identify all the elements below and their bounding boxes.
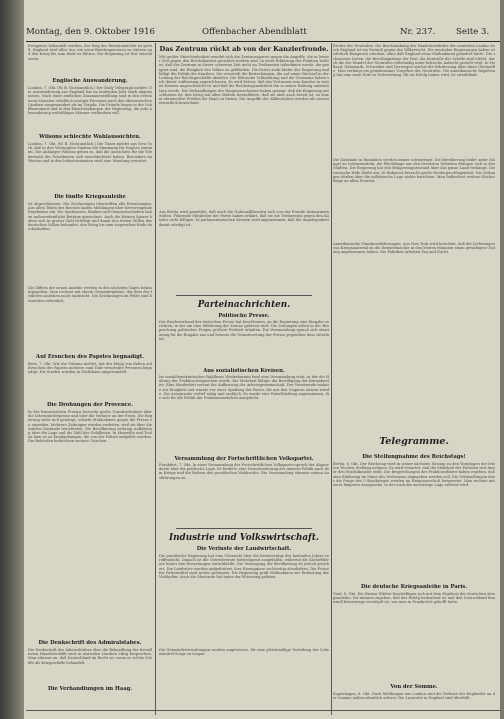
article-text: Frankfurt, 7. Okt. In einer Versammlung der Fortschrittlichen Volkspartei sprach der Abgeordnete über die politische Lage. Er forderte eine Neuorientierung der inneren Politik nach dem Kriege und die Reform des preußischen Wahlrechts. Die Versammlung stimmte seinen Ausführungen zu. <box>159 463 329 480</box>
section-divider <box>176 528 312 529</box>
headline: Die Denkschrift des Admiralstabes. <box>38 640 142 646</box>
headline: Politische Presse. <box>218 313 270 319</box>
article-text: Die Denkschrift des Admiralstabes über die Behandlung der bewaffneten Handelsschiffe wird in neutralen Ländern eifrig besprochen. Man erkennt an, daß Deutschland im Recht ist, wenn es solche Schiffe als Kriegsschiffe behandelt. <box>28 648 152 665</box>
headline: Versammlung der Fortschrittlichen Volkspartei. <box>174 456 314 462</box>
article-text: Die preußische Regierung hat eine Übersicht über die Ernteerträge des laufenden Jahres veröffentlicht. Danach ist die Getreideernte befriedigend ausgefallen, während die Kartoffelernte hinter den Erwartungen zurückbleibt. Die Versorgung der Bevölkerung ist jedoch gesichert. Die Landwirte werden aufgefordert, ihre Erzeugnisse rechtzeitig abzuliefern. Die Preise für Futtermittel sind weiter gestiegen. Die Regierung prüft Maßnahmen zur Entlastung der Viehhalter. Auch die Obsternte hat unter der Witterung gelitten. <box>159 554 329 580</box>
headline: Aus sozialistischen Kreisen. <box>203 368 285 374</box>
masthead-page: Seite 3. <box>456 27 490 37</box>
article-text: Rechte der Neutralen. Die Beschränkung des Handelsverkehrs der neutralen Länder durch England ist ein Verstoß gegen das Völkerrecht. Die neutralen Regierungen haben wiederholt Einspruch erhoben, ohne daß England seine Maßnahmen geändert hätte. Die schwarzen Listen, die Beschlagnahme der Post, die Kontrolle der Schiffe sind Mittel, durch die der Handel der Neutralen vollständig unter britische Aufsicht gestellt wird. In Holland, Dänemark, Schweden und Norwegen wächst die Erbitterung über diese Übergriffe. Man verlangt ein gemeinsames Vorgehen der Neutralen. Die amerikanische Regierung hat eine neue Note in Vorbereitung. Ob sie Erfolg haben wird, ist zweifelhaft. <box>333 44 495 78</box>
masthead-issue: Nr. 237. <box>400 27 436 37</box>
article-text: Berlin, 8. Okt. Der Reichstag wird in seiner nächsten Sitzung zu den Vorgängen der letzten Wochen Stellung nehmen. Es wird erwartet, daß die Mehrheit der Parteien sich hinter den Reichskanzler stellt. Die Besprechungen der Fraktionsführer haben ergeben, daß eine Erklärung im Sinne des Vertrauens abgegeben werden soll. Die Verhandlungen über die Frage des U-Bootkrieges werden im Hauptausschuß fortgesetzt. Man rechnet mit einer längeren Aussprache, in der auch die auswärtige Lage erörtert wird. <box>333 462 495 488</box>
article-text: Im sozialdemokratischen Wahlkreis Niederbarnim fand eine Versammlung statt, in der die Haltung der Fraktion besprochen wurde. Die Mehrheit billigte die Bewilligung der Kriegskredite. Eine Minderheit vertrat die Auffassung der Arbeitsgemeinschaft. Der Vorsitzende mahnte zur Einigkeit und warnte vor einer Spaltung der Partei, die nur den Gegnern nützen würde. Die Aussprache verlief ruhig und sachlich. Es wurde eine Entschließung angenommen, die sich für die Politik der Fraktionsmehrheit ausspricht. <box>159 375 329 401</box>
article-text: Die Gemeindeverwaltungen werden angewiesen, für eine gleichmäßige Verteilung der Lebensmittel Sorge zu tragen. <box>159 648 329 657</box>
section-heading: Telegramme. <box>379 436 449 447</box>
article-text: Amerikanische Munitionslieferungen. Aus New York wird berichtet, daß die Lieferungen von Kriegsmaterial an die Ententemächte in den letzten Monaten einen gewaltigen Umfang angenommen haben. Die Fabriken arbeiten Tag und Nacht. <box>333 242 495 255</box>
column-divider <box>155 43 156 715</box>
masthead-date: Montag, den 9. Oktober 1916 <box>26 27 156 37</box>
section-heading: Industrie und Volkswirtschaft. <box>169 533 319 543</box>
headline: Englische Auswanderung. <box>52 78 128 84</box>
column-divider <box>331 43 332 715</box>
headline: Wilsons schlechte Wahlaussichten. <box>39 134 141 140</box>
masthead-paper: Offenbacher Abendblatt <box>202 27 307 37</box>
article-text: Mit großer Entschiedenheit wendet sich die Zentrumspartei gegen die Angriffe, die in letzter Zeit gegen den Reichskanzler gerichtet worden sind. In einer Erklärung der Fraktion heißt es, daß das Zentrum in dieser schweren Zeit nicht an Treibereien teilnehmen werde, die geeignet sind, die Einigkeit des Volkes zu gefährden. Die Partei steht hinter der Regierung und billigt die Politik des Kanzlers. Sie verurteilt die Bestrebungen, die auf einen Wechsel in der Leitung der Reichsgeschäfte abzielen. Die Kölnische Volkszeitung und die Germania haben sich dieser Auffassung angeschlossen. Es wird betont, daß das Vertrauen zum Kanzler in weiten Kreisen ungeschwächt ist und daß die Reichstagsmehrheit ihn in seiner Haltung unterstützen werde. Die Verhandlungen des Hauptausschusses haben gezeigt, daß die Regierung entschlossen ist, den Krieg mit allen Mitteln fortzuführen, daß sie aber auch bereit ist, zu einem ehrenvollen Frieden die Hand zu bieten. Die Angriffe der Alldeutschen werden als unverantwortlich bezeichnet. <box>159 55 329 106</box>
headline: Von der Somme. <box>390 684 438 690</box>
article-text: In der französischen Provinz herrscht große Unzufriedenheit über die Lebensmittelpreise und über die Verluste an der Front. Die Regierung sieht sich genötigt, scharfe Maßnahmen gegen die Presse zu ergreifen. Mehrere Zeitungen wurden verboten, weil sie über die wahren Zustände berichteten. Die Bevölkerung verlangt Aufklärung über die Lage und die Zahl der Gefallenen. In Marseille und Toulon kam es zu Kundgebungen, die von der Polizei aufgelöst wurden. Die Behörden befürchten weitere Unruhen. <box>28 410 152 444</box>
article-text: London, 7. Okt. (W. B. Nichtamtlich.) Der Daily Telegraph meldet: Die Auswanderung aus England hat im laufenden Jahr stark abgenommen. Nach einer amtlichen Zusammenstellung sind in den ersten neun Monaten erheblich weniger Personen nach den überseeischen Ländern ausgewandert als im Vorjahr. Die Gründe liegen in der Schiffsraumnot und in den Einschränkungen der Regierung, die jede Abwanderung wehrfähiger Männer verhindern will. <box>28 86 152 116</box>
headline: Das Zentrum rückt ab von der Kanzlerfronde. <box>159 45 329 53</box>
article-text: Die Ziffern der neuen Anleihe werden in den nächsten Tagen bekanntgegeben. Man rechnet mit einem Gesamtergebnis, das dem der früheren Anleihen nicht nachsteht. Die Zeichnungen im Felde sind besonders erfreulich. <box>28 286 152 303</box>
masthead <box>26 27 500 41</box>
article-text: ist abgeschlossen. Die Zeichnungen übertreffen alle Erwartungen. Aus allen Teilen des Reiches laufen Meldungen über hervorragende Ergebnisse ein. Die Sparkassen, Banken und Genossenschaften haben außerordentliche Beträge gezeichnet. Auch die kleinen Sparer haben sich in großer Zahl beteiligt und damit den festen Willen des deutschen Volkes bekundet, den Krieg bis zum siegreichen Ende durchzuhalten. <box>28 202 152 232</box>
section-heading: Parteinachrichten. <box>197 300 291 310</box>
article-text: Bern, 7. Okt. Wie die Tribuna meldet, hat der König von Italien auf Ersuchen des Papstes mehrere zum Tode verurteilte Personen begnadigt. Die Strafen wurden in Zuchthaus umgewandelt. <box>28 362 152 375</box>
headline: Die fünfte Kriegsanleihe <box>54 194 126 200</box>
headline: Die Verhandlungen im Haag. <box>47 686 133 692</box>
article-text: Der Reichsverband der deutschen Presse hat beschlossen, an die Regierung eine Eingabe zu richten, in der um eine Milderung der Zensur gebeten wird. Die Zeitungen sollen in der Besprechung politischer Fragen größere Freiheit erhalten. Die Versammlung sprach sich einstimmig für die Eingabe aus und betonte die Verantwortung der Presse gegenüber dem Vaterland. <box>159 320 329 341</box>
article-text: Kopenhagen, 8. Okt. Nach Meldungen aus London sind die Verluste der Engländer an der Somme außerordentlich schwer. Die Lazarette in England sind überfüllt. <box>333 692 495 701</box>
article-text: London, 7. Okt. (W. B. Nichtamtlich.) Die Times meldet aus New York, daß in den Vereinigten Staaten die Stimmung für Hughes zunimmt. Die Anhänger Wilsons geben zu, daß die Aussichten für die Wiederwahl des Präsidenten sich verschlechtert haben. Besonders im Westen und in den Industriestaaten wird eine Wendung erwartet. <box>28 142 152 163</box>
article-text: Ereignisse behandelt werden, der Sieg der Ententemächte ist gewiß, England wird alles tun, um seine Bundesgenossen zu stützen und den Krieg bis zum Ende zu führen. Die Regierung ist fest entschlossen. <box>28 44 152 61</box>
headline: Die Verluste der Landwirtschaft. <box>196 546 292 552</box>
article-text: Genf, 8. Okt. Die Pariser Blätter beschäftigen sich mit dem Ergebnis der deutschen Kriegsanleihe. Sie müssen zugeben, daß der Erfolg bedeutend ist und daß Deutschland finanziell keineswegs erschöpft ist, wie man in Frankreich gehofft hatte. <box>333 592 495 605</box>
headline: Die Stellungnahme des Reichstags! <box>362 454 466 460</box>
masthead-rule <box>26 41 500 42</box>
article-text: Aus Berlin wird gemeldet, daß auch die Nationalliberalen sich von der Fronde distanzieren wollen. Führende Mitglieder der Partei haben erklärt, daß sie die Treibereien gegen den Kanzler nicht billigen. In parlamentarischen Kreisen wird angenommen, daß die Angelegenheit damit erledigt ist. <box>159 210 329 227</box>
headline: Die deutsche Kriegsanleihe in Paris. <box>360 584 468 590</box>
bottom-rule <box>26 710 500 711</box>
headline: Die Drohungen der Provence. <box>47 402 133 408</box>
headline: Auf Ersuchen des Papstes begnadigt. <box>36 354 144 360</box>
page-edge <box>500 0 504 719</box>
section-divider <box>176 295 312 296</box>
article-text: Die Zustände in Rumänien werden immer schwieriger. Die Bevölkerung leidet unter Mangel an Lebensmitteln, die Flüchtlinge aus den besetzten Gebieten drängen sich in den Städten. Die Regierung hat den Belagerungszustand über das ganze Land verhängt. Die russische Hilfe bleibt aus. In Bukarest herrscht große Niedergeschlagenheit. Die Zeitungen dürfen über die militärische Lage nichts berichten. Man befürchtet weitere Rückschläge an allen Fronten. <box>333 158 495 184</box>
book-binding <box>0 0 24 719</box>
